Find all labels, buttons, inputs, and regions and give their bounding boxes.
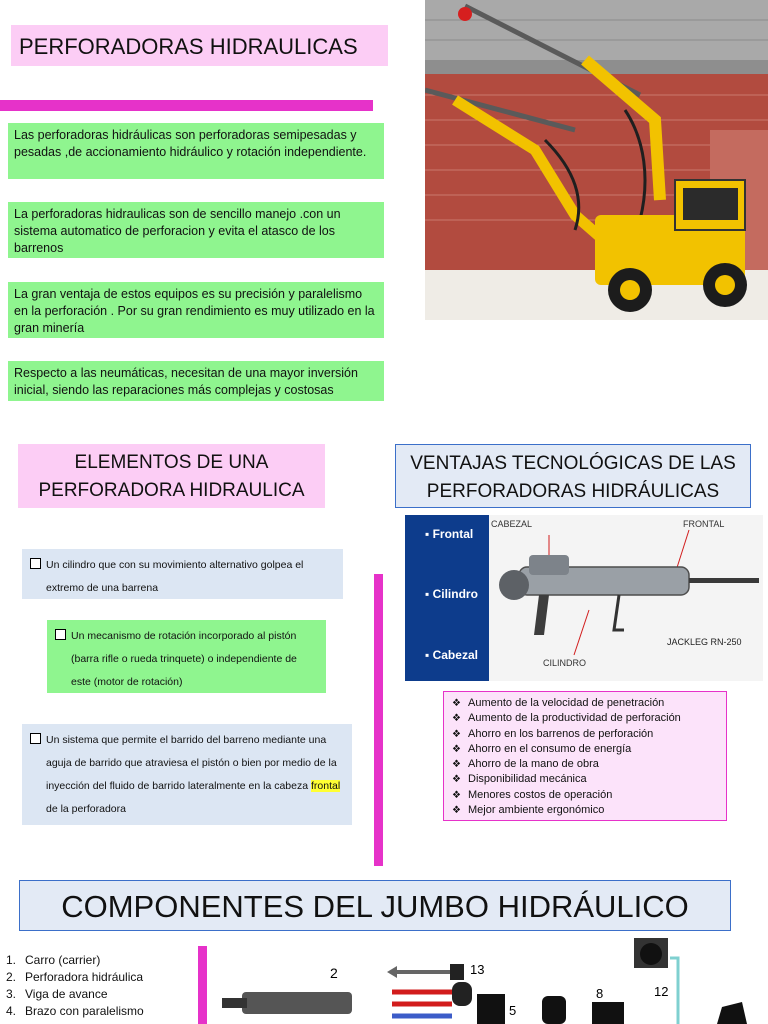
diamond-bullet-icon: ❖ <box>452 789 461 801</box>
diamond-bullet-icon: ❖ <box>452 774 461 786</box>
intro-box-4: Respecto a las neumáticas, necesitan de una mayor inversión inicial, siendo las reparaciones más complejas y costosas <box>8 361 384 401</box>
diagram-label-12: 12 <box>654 984 669 999</box>
intro-box-3: La gran ventaja de estos equipos es su precisión y paralelismo en la perforación . Por su gran rendimiento es muy utilizado en la gran minería <box>8 282 384 338</box>
diamond-bullet-icon: ❖ <box>452 728 461 740</box>
elemento-item-1 <box>22 549 343 599</box>
ventaja-item: ❖ Ahorro de la mano de obra <box>452 757 726 772</box>
ventaja-item: ❖ Aumento de la velocidad de penetración <box>452 696 726 711</box>
diamond-bullet-icon: ❖ <box>452 713 461 725</box>
elemento-item-3-text-a: Un sistema que permite el barrido del barreno mediante una aguja de barrido que atraviesa el pistón o bien por medio de la inyección del fluido de barrido lateralmente en la cabeza <box>46 734 337 792</box>
diamond-bullet-icon: ❖ <box>452 805 461 817</box>
componente-item: 4. Brazo con paralelismo <box>6 1004 144 1018</box>
ventajas-list <box>443 691 727 821</box>
componentes-title: COMPONENTES DEL JUMBO HIDRÁULICO <box>19 880 731 931</box>
page-title-text: PERFORADORAS HIDRAULICAS <box>19 34 358 59</box>
label-cabezal: ▪ Cabezal <box>425 648 478 662</box>
elemento-item-3 <box>22 724 352 825</box>
componente-item: 1. Carro (carrier) <box>6 953 101 967</box>
intro-box-1: Las perforadoras hidráulicas son perforadoras semipesadas y pesadas ,de accionamiento hidráulico y rotación independiente. <box>8 123 384 179</box>
ventaja-item: ❖ Aumento de la productividad de perforación <box>452 711 726 726</box>
diamond-bullet-icon: ❖ <box>452 698 461 709</box>
intro-box-2: La perforadoras hidraulicas son de sencillo manejo .con un sistema automatico de perforacion y evita el atasco de los barrenos <box>8 202 384 258</box>
model-label: JACKLEG RN-250 <box>667 637 742 647</box>
jumbo-components-diagram <box>222 932 768 1024</box>
ventajas-title: VENTAJAS TECNOLÓGICAS DE LAS PERFORADORAS HIDRÁULICAS <box>395 444 751 508</box>
diagram-label-2: 2 <box>330 965 338 981</box>
componente-item: 3. Viga de avance <box>6 987 108 1001</box>
diamond-bullet-icon: ❖ <box>452 759 461 771</box>
ventaja-item: ❖ Ahorro en el consumo de energía <box>452 742 726 757</box>
elemento-item-2-text: Un mecanismo de rotación incorporado al pistón (barra rifle o rueda trinquete) o independiente de este (motor de rotación) <box>71 630 297 688</box>
ventaja-item: ❖ Menores costos de operación <box>452 788 726 803</box>
label-cabezal-top: CABEZAL <box>491 519 533 529</box>
page-title <box>11 25 388 66</box>
checkbox-bullet-icon <box>55 629 66 640</box>
vertical-divider-bar <box>374 574 383 866</box>
componentes-list <box>6 952 196 1020</box>
label-cilindro: ▪ Cilindro <box>425 587 478 601</box>
label-cilindro-bottom: CILINDRO <box>543 658 587 668</box>
diagram-label-13: 13 <box>470 962 485 977</box>
label-frontal-top: FRONTAL <box>683 519 725 529</box>
label-frontal: ▪ Frontal <box>425 527 474 541</box>
elemento-item-1-text: Un cilindro que con su movimiento alternativo golpea el extremo de una barrena <box>46 559 304 594</box>
ventaja-item: ❖ Mejor ambiente ergonómico <box>452 803 726 818</box>
elementos-title: ELEMENTOS DE UNA PERFORADORA HIDRAULICA <box>18 444 325 508</box>
diamond-bullet-icon: ❖ <box>452 743 461 755</box>
title-underline-bar <box>0 100 373 111</box>
diagram-label-8: 8 <box>596 986 604 1001</box>
jumbo-drill-photo <box>425 0 768 320</box>
componente-item: 2. Perforadora hidráulica <box>6 970 144 984</box>
checkbox-bullet-icon <box>30 558 41 569</box>
highlighted-word: frontal <box>311 780 341 792</box>
vertical-divider-bar-2 <box>198 946 207 1024</box>
jackleg-drill-image <box>405 515 763 681</box>
elemento-item-3-text-b: de la perforadora <box>46 803 126 815</box>
diagram-label-5: 5 <box>509 1003 517 1018</box>
jumbo-drill-illustration <box>425 0 768 320</box>
ventaja-item: ❖ Disponibilidad mecánica <box>452 772 726 787</box>
checkbox-bullet-icon <box>30 733 41 744</box>
ventaja-item: ❖ Ahorro en los barrenos de perforación <box>452 727 726 742</box>
jumbo-schematic-svg <box>222 932 768 1024</box>
drill-diagram-svg <box>489 515 763 681</box>
elemento-item-2 <box>47 620 326 693</box>
